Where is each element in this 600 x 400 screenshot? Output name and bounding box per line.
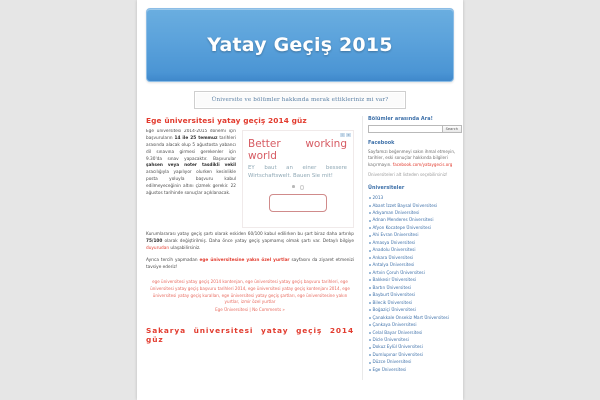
list-item[interactable] [368, 239, 462, 246]
ad-subtext: EY baut an einer bessere Wirtschaftswelt. Bauen Sie mit! [248, 165, 347, 179]
list-item[interactable] [368, 358, 462, 365]
university-link[interactable]: Çanakkale Onsekiz Mart Üniversitesi [372, 314, 449, 320]
university-link[interactable]: Bayburt Üniversitesi [372, 292, 415, 298]
list-item[interactable] [368, 202, 462, 209]
university-link[interactable]: Abant İzzet Baysal Üniversitesi [372, 202, 438, 208]
body-columns [146, 116, 458, 386]
post-title-2[interactable]: Sakarya üniversitesi yatay geçiş 2014 güz [146, 325, 354, 344]
list-item[interactable] [368, 284, 462, 291]
university-link[interactable]: Amasya Üniversitesi [372, 239, 416, 245]
search-widget [368, 116, 462, 133]
list-item[interactable] [368, 194, 462, 201]
post-p2-part-c: olarak değiştirilmiş. Daha önce yatay geçiş yapmamış olmak şartı var. Detaylı bilgiye [162, 238, 354, 244]
university-link[interactable]: Ankara Üniversitesi [372, 254, 414, 260]
list-item[interactable] [368, 321, 462, 328]
post-p2-part-a: Kurumlararası yatay geçiş şartı olarak eskiden 60/100 kabul edilirken bu şart biraz daha artırılıp [146, 232, 354, 238]
university-link[interactable]: 2013 [372, 195, 384, 201]
post-p1-bold-vekil: şahsen veya noter tasdikli vekil [146, 163, 236, 169]
list-item[interactable] [368, 299, 462, 306]
main-content-column [146, 116, 354, 344]
university-link[interactable]: Adıyaman Üniversitesi [372, 210, 420, 215]
post-body [146, 129, 354, 271]
search-widget-title: Bölümler arasında Ara! [368, 116, 433, 122]
university-link[interactable]: Ahi Evran Üniversitesi [372, 232, 419, 238]
university-link[interactable]: Çankaya Üniversitesi [372, 322, 417, 328]
list-item[interactable] [368, 246, 462, 253]
post-p3-part-a: Ayrıca tercih yapmadan [146, 257, 200, 263]
university-link[interactable]: Bartın Üniversitesi [372, 284, 412, 290]
university-link[interactable]: Antalya Üniversitesi [372, 262, 415, 268]
sidebar-note: Üniversiteleri alt listeden seçebilirsiniz! [368, 171, 448, 177]
list-item[interactable] [368, 343, 462, 350]
university-link[interactable]: Adnan Menderes Üniversitesi [372, 217, 434, 223]
university-list [368, 194, 462, 373]
post-meta[interactable]: Ege Üniversitesi | No Comments » [215, 306, 285, 312]
facebook-widget-title: Facebook [368, 140, 395, 146]
university-link[interactable]: Afyon Kocatepe Üniversitesi [372, 224, 431, 230]
universities-widget-title: Üniversiteler [368, 185, 405, 192]
list-item[interactable] [368, 336, 462, 343]
ad-carousel-dots[interactable] [243, 185, 353, 190]
list-item[interactable] [368, 329, 462, 336]
list-item[interactable] [368, 314, 462, 321]
list-item[interactable] [368, 216, 462, 223]
list-item[interactable] [368, 291, 462, 298]
ad-dot-inactive[interactable] [300, 185, 305, 190]
list-item[interactable] [368, 366, 462, 373]
university-link[interactable]: Dumlupınar Üniversitesi [372, 351, 423, 357]
university-link[interactable]: Dicle Üniversitesi [372, 336, 409, 342]
list-item[interactable] [368, 261, 462, 268]
post-p3-part-b: sayfasını da ziyaret etmenizi tavsiye ederiz! [146, 257, 355, 270]
ad-cta-button[interactable] [269, 194, 327, 212]
list-item[interactable] [368, 209, 462, 216]
list-item[interactable] [368, 269, 462, 276]
university-link[interactable]: Bilecik Üniversitesi [372, 299, 413, 305]
tagline-text: Üniversite ve bölümler hakkında merak ettikleriniz mi var? [211, 97, 389, 103]
list-item[interactable] [368, 351, 462, 358]
post-p1-part-c: tarihleri arasında alacak olup 5 ağustosta yabancı dil sınavına girmesi gerekenler için 9.30'da sınav yapacaktır. Başvurular [146, 135, 236, 162]
post-p2-bold-score: 75/100 [146, 238, 163, 244]
list-item[interactable] [368, 231, 462, 238]
tagline-strip [146, 91, 454, 109]
university-link[interactable]: Düzce Üniversitesi [372, 359, 412, 365]
university-link[interactable]: Dokuz Eylül Üniversitesi [372, 344, 423, 350]
list-item[interactable] [368, 224, 462, 231]
university-link[interactable]: Balıkesir Üniversitesi [372, 277, 417, 283]
page-title: Yatay Geçiş 2015 [207, 33, 393, 56]
post-p1-bold-dates: 14 ile 25 temmuz [174, 135, 218, 141]
post-p1-part-e: aracılığıyla yapılıyor olurken kesinlikle posta yoluyla başvuru kabul edilmeyeceğinin altını çizmek gerekir. 22 ağustos tarihinde sonuçlar açıklanacak. [146, 170, 236, 196]
ad-badges [340, 133, 351, 137]
list-item[interactable] [368, 306, 462, 313]
site-header [146, 8, 454, 82]
list-item[interactable] [368, 254, 462, 261]
post-paragraph-2 [146, 232, 354, 253]
post-p1-part-a: Ege üniversitesi 2014-2015 dönemi için başvuruların [146, 129, 236, 141]
ad-dot-active[interactable] [292, 185, 295, 188]
university-link[interactable]: Boğaziçi Üniversitesi [372, 307, 416, 313]
universities-widget [368, 185, 462, 373]
post-paragraph-3 [146, 258, 354, 272]
list-item[interactable] [368, 276, 462, 283]
post-title[interactable]: Ege üniversitesi yatay geçiş 2014 güz [146, 116, 307, 125]
post-tag-list[interactable]: ege üniversitesi yatay geçiş 2014 kontenjan, ege üniversitesi yatay geçiş başvuru tarihleri, ege üniversitesi yatay geçiş başvuru tarihleri 2014, ege üniversitesi yatay geçiş kontenjanı 2014, ege üniversitesi yatay geçiş kuralları, ege üniversitesi yatay geçiş şartları, ege üniversitesine yakın yurtlar, izmir özel yurtlar [150, 279, 350, 305]
facebook-link[interactable]: facebook.com/yataygecis.org [392, 161, 453, 167]
ad-close-icon[interactable]: ✕ [347, 133, 350, 138]
search-input[interactable] [368, 125, 442, 133]
search-row [368, 125, 462, 133]
facebook-text-body: Sayfamızı beğenmeyi sakın ihmal etmeyin, tarihler, eski sonuçlar hakkında bilgileri kaçırmayın. [368, 149, 456, 167]
post-yurtlar-link[interactable]: ege üniversitesine yakın özel yurtlar [199, 257, 290, 263]
post-duyuru-link[interactable]: duyurudan [146, 245, 170, 251]
post-p2-part-d: ulaşabilirsiniz. [169, 245, 201, 251]
search-button[interactable]: Search [442, 125, 462, 133]
university-link[interactable]: Ege Üniversitesi [372, 366, 407, 372]
sidebar [362, 116, 462, 380]
tagline-box [194, 91, 406, 109]
advertisement-block[interactable] [242, 130, 354, 228]
ad-headline: Better working world [248, 138, 347, 163]
university-link[interactable]: Artvin Çoruh Üniversitesi [372, 269, 425, 275]
facebook-widget [368, 140, 462, 178]
facebook-widget-text [368, 149, 462, 168]
university-link[interactable]: Celal Bayar Üniversitesi [372, 329, 423, 335]
page-container [137, 0, 463, 400]
ad-info-icon[interactable]: ⓘ [340, 133, 344, 138]
university-link[interactable]: Anadolu Üniversitesi [372, 247, 416, 253]
